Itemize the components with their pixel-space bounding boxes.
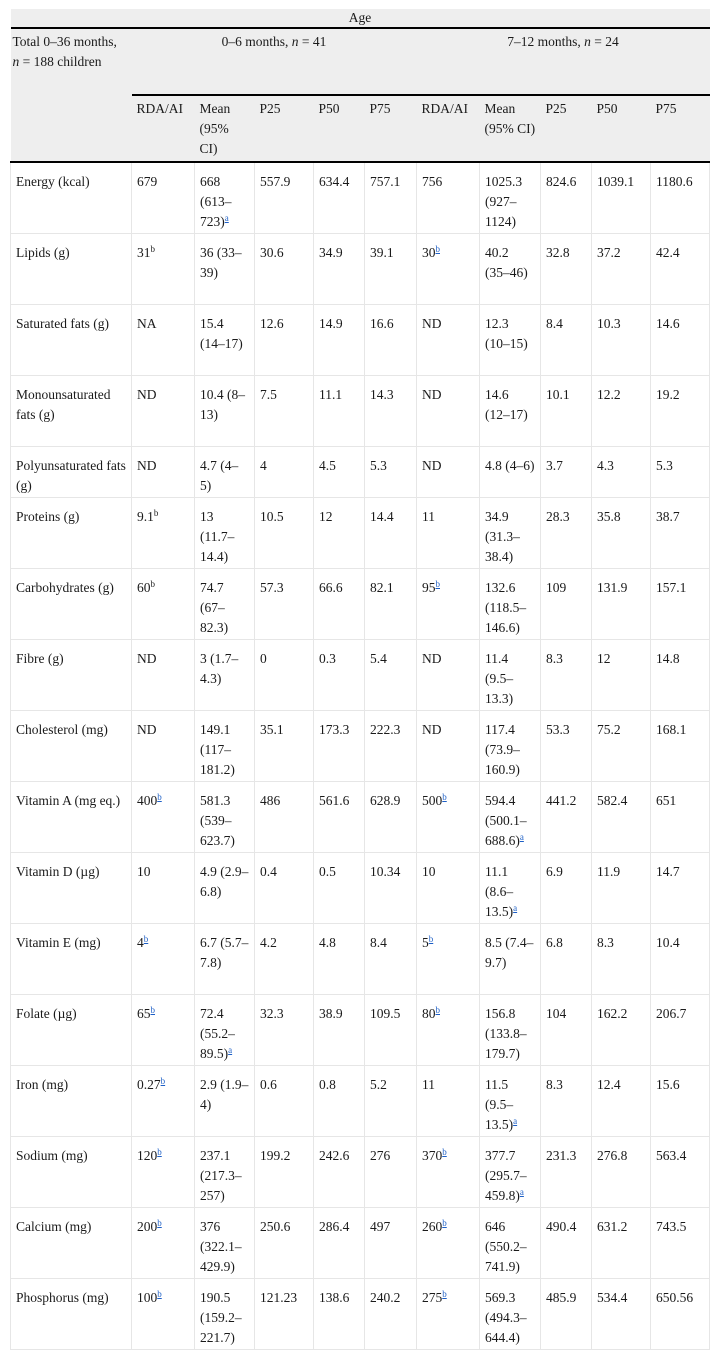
table-cell: 5.3 <box>365 447 417 498</box>
table-cell: 240.2 <box>365 1279 417 1350</box>
row-label: Carbohydrates (g) <box>11 569 132 640</box>
table-cell: 8.4 <box>541 305 592 376</box>
table-row <box>11 234 710 305</box>
table-cell: 4.7 (4–5) <box>195 447 255 498</box>
table-cell: 6.8 <box>541 924 592 995</box>
table-cell: 30.6 <box>255 234 314 305</box>
table-cell: 4.8 (4–6) <box>480 447 541 498</box>
table-cell: 260$^b$ <box>417 1208 480 1279</box>
table-cell: 5$^b$ <box>417 924 480 995</box>
table-cell: 15.4 (14–17) <box>195 305 255 376</box>
table-cell: 11.1 (8.6–13.5)$^a$ <box>480 853 541 924</box>
table-cell: 12.6 <box>255 305 314 376</box>
table-cell: 168.1 <box>651 711 710 782</box>
total-children-header: Total 0–36 months, n = 188 children <box>11 28 132 162</box>
table-cell: 11.4 (9.5–13.3) <box>480 640 541 711</box>
table-cell: 4.2 <box>255 924 314 995</box>
table-cell: 14.7 <box>651 853 710 924</box>
column-header-p50-group1: P50 <box>314 95 365 162</box>
table-cell: 11.1 <box>314 376 365 447</box>
table-cell: 250.6 <box>255 1208 314 1279</box>
table-row <box>11 924 710 995</box>
table-cell: 12.2 <box>592 376 651 447</box>
table-cell: 138.6 <box>314 1279 365 1350</box>
table-cell: 486 <box>255 782 314 853</box>
table-cell: 35.1 <box>255 711 314 782</box>
row-label: Folate (µg) <box>11 995 132 1066</box>
table-cell: 38.9 <box>314 995 365 1066</box>
table-cell: 10.4 <box>651 924 710 995</box>
table-cell: 173.3 <box>314 711 365 782</box>
table-cell: 490.4 <box>541 1208 592 1279</box>
table-cell: 39.1 <box>365 234 417 305</box>
table-cell: 5.3 <box>651 447 710 498</box>
table-cell: 200$^b$ <box>132 1208 195 1279</box>
table-cell: 2.9 (1.9–4) <box>195 1066 255 1137</box>
table-cell: 441.2 <box>541 782 592 853</box>
column-header-rda-ai-group1: RDA/AI <box>132 95 195 162</box>
table-cell: 569.3 (494.3–644.4) <box>480 1279 541 1350</box>
table-cell: 668 (613–723)$^a$ <box>195 162 255 234</box>
table-cell: 31$^b$ <box>132 234 195 305</box>
row-label: Phosphorus (mg) <box>11 1279 132 1350</box>
table-cell: 9.1$^b$ <box>132 498 195 569</box>
table-row <box>11 995 710 1066</box>
column-header-mean-ci-group2: Mean (95% CI) <box>480 95 541 162</box>
table-cell: 72.4 (55.2–89.5)$^a$ <box>195 995 255 1066</box>
table-cell: 157.1 <box>651 569 710 640</box>
table-cell: 1025.3 (927–1124) <box>480 162 541 234</box>
table-cell: ND <box>417 376 480 447</box>
table-cell: ND <box>417 305 480 376</box>
table-cell: 534.4 <box>592 1279 651 1350</box>
table-cell: 4$^b$ <box>132 924 195 995</box>
table-cell: 53.3 <box>541 711 592 782</box>
table-cell: 276 <box>365 1137 417 1208</box>
table-row <box>11 782 710 853</box>
table-cell: 4.8 <box>314 924 365 995</box>
table-cell: 743.5 <box>651 1208 710 1279</box>
row-label: Proteins (g) <box>11 498 132 569</box>
table-cell: 14.9 <box>314 305 365 376</box>
table-cell: 65$^b$ <box>132 995 195 1066</box>
table-row <box>11 1279 710 1350</box>
column-header-p25-group1: P25 <box>255 95 314 162</box>
table-cell: 242.6 <box>314 1137 365 1208</box>
table-cell: 557.9 <box>255 162 314 234</box>
table-cell: 581.3 (539–623.7) <box>195 782 255 853</box>
table-cell: 582.4 <box>592 782 651 853</box>
table-cell: 275$^b$ <box>417 1279 480 1350</box>
table-cell: 10 <box>417 853 480 924</box>
table-cell: 60$^b$ <box>132 569 195 640</box>
table-cell: 75.2 <box>592 711 651 782</box>
table-cell: 11.9 <box>592 853 651 924</box>
table-cell: 14.8 <box>651 640 710 711</box>
table-cell: 3.7 <box>541 447 592 498</box>
table-cell: NA <box>132 305 195 376</box>
row-label: Saturated fats (g) <box>11 305 132 376</box>
nutrient-intake-table <box>10 9 710 1350</box>
table-cell: 32.3 <box>255 995 314 1066</box>
table-cell: 5.4 <box>365 640 417 711</box>
table-cell: 8.3 <box>541 640 592 711</box>
table-cell: 1180.6 <box>651 162 710 234</box>
table-cell: 400$^b$ <box>132 782 195 853</box>
table-cell: 100$^b$ <box>132 1279 195 1350</box>
table-cell: 132.6 (118.5–146.6) <box>480 569 541 640</box>
column-header-p25-group2: P25 <box>541 95 592 162</box>
table-cell: 95$^b$ <box>417 569 480 640</box>
table-cell: 28.3 <box>541 498 592 569</box>
row-label: Iron (mg) <box>11 1066 132 1137</box>
table-cell: 4 <box>255 447 314 498</box>
table-cell: 10.3 <box>592 305 651 376</box>
table-cell: 149.1 (117–181.2) <box>195 711 255 782</box>
table-cell: 376 (322.1–429.9) <box>195 1208 255 1279</box>
table-cell: 7.5 <box>255 376 314 447</box>
table-row <box>11 1208 710 1279</box>
table-cell: 12.3 (10–15) <box>480 305 541 376</box>
column-header-p50-group2: P50 <box>592 95 651 162</box>
table-cell: 16.6 <box>365 305 417 376</box>
table-cell: 14.3 <box>365 376 417 447</box>
column-header-p75-group1: P75 <box>365 95 417 162</box>
table-cell: 6.9 <box>541 853 592 924</box>
table-cell: 32.8 <box>541 234 592 305</box>
table-cell: 82.1 <box>365 569 417 640</box>
table-cell: ND <box>132 376 195 447</box>
table-row <box>11 447 710 498</box>
table-cell: 131.9 <box>592 569 651 640</box>
row-label: Energy (kcal) <box>11 162 132 234</box>
table-row <box>11 853 710 924</box>
table-cell: 42.4 <box>651 234 710 305</box>
table-cell: 38.7 <box>651 498 710 569</box>
table-cell: 286.4 <box>314 1208 365 1279</box>
table-cell: 4.5 <box>314 447 365 498</box>
table-cell: 40.2 (35–46) <box>480 234 541 305</box>
table-cell: 650.56 <box>651 1279 710 1350</box>
row-label: Fibre (g) <box>11 640 132 711</box>
table-cell: ND <box>132 447 195 498</box>
table-row <box>11 498 710 569</box>
table-cell: 4.9 (2.9–6.8) <box>195 853 255 924</box>
group-0-6-months-header: 0–6 months, n = 41 <box>221 34 327 49</box>
table-cell: 628.9 <box>365 782 417 853</box>
column-header-rda-ai-group2: RDA/AI <box>417 95 480 162</box>
table-cell: 222.3 <box>365 711 417 782</box>
table-row <box>11 569 710 640</box>
row-label: Monounsaturated fats (g) <box>11 376 132 447</box>
row-label: Calcium (mg) <box>11 1208 132 1279</box>
row-label: Vitamin D (µg) <box>11 853 132 924</box>
table-cell: 11.5 (9.5–13.5)$^a$ <box>480 1066 541 1137</box>
table-cell: 561.6 <box>314 782 365 853</box>
table-cell: 6.7 (5.7–7.8) <box>195 924 255 995</box>
table-cell: ND <box>417 711 480 782</box>
table-cell: 0 <box>255 640 314 711</box>
table-cell: 11 <box>417 1066 480 1137</box>
table-cell: 109 <box>541 569 592 640</box>
table-cell: 756 <box>417 162 480 234</box>
table-cell: 497 <box>365 1208 417 1279</box>
table-cell: 485.9 <box>541 1279 592 1350</box>
table-cell: 14.6 <box>651 305 710 376</box>
table-cell: 117.4 (73.9–160.9) <box>480 711 541 782</box>
table-cell: 37.2 <box>592 234 651 305</box>
table-cell: 0.27$^b$ <box>132 1066 195 1137</box>
table-row <box>11 162 710 234</box>
table-cell: 10.4 (8–13) <box>195 376 255 447</box>
table-cell: 8.5 (7.4–9.7) <box>480 924 541 995</box>
table-cell: 66.6 <box>314 569 365 640</box>
table-cell: 634.4 <box>314 162 365 234</box>
table-cell: 121.23 <box>255 1279 314 1350</box>
nutrient-table-container <box>10 9 709 1350</box>
table-cell: 13 (11.7–14.4) <box>195 498 255 569</box>
table-cell: 679 <box>132 162 195 234</box>
table-header <box>11 9 710 162</box>
table-cell: 646 (550.2–741.9) <box>480 1208 541 1279</box>
table-cell: 824.6 <box>541 162 592 234</box>
table-cell: 8.3 <box>541 1066 592 1137</box>
table-cell: 563.4 <box>651 1137 710 1208</box>
table-cell: ND <box>417 447 480 498</box>
table-cell: 35.8 <box>592 498 651 569</box>
table-cell: 377.7 (295.7–459.8)$^a$ <box>480 1137 541 1208</box>
table-cell: 109.5 <box>365 995 417 1066</box>
table-row <box>11 376 710 447</box>
table-cell: 0.6 <box>255 1066 314 1137</box>
table-cell: 0.8 <box>314 1066 365 1137</box>
table-cell: 34.9 (31.3–38.4) <box>480 498 541 569</box>
table-cell: 12.4 <box>592 1066 651 1137</box>
row-label: Lipids (g) <box>11 234 132 305</box>
table-cell: 199.2 <box>255 1137 314 1208</box>
table-cell: ND <box>132 711 195 782</box>
table-cell: ND <box>132 640 195 711</box>
table-cell: 500$^b$ <box>417 782 480 853</box>
table-cell: 1039.1 <box>592 162 651 234</box>
row-label: Sodium (mg) <box>11 1137 132 1208</box>
table-cell: 631.2 <box>592 1208 651 1279</box>
table-row <box>11 1066 710 1137</box>
table-cell: 231.3 <box>541 1137 592 1208</box>
table-cell: 57.3 <box>255 569 314 640</box>
table-cell: 14.6 (12–17) <box>480 376 541 447</box>
column-header-p75-group2: P75 <box>651 95 710 162</box>
table-cell: 12 <box>592 640 651 711</box>
table-cell: 3 (1.7–4.3) <box>195 640 255 711</box>
table-cell: 237.1 (217.3–257) <box>195 1137 255 1208</box>
table-cell: 5.2 <box>365 1066 417 1137</box>
column-header-mean-ci-group1: Mean (95% CI) <box>195 95 255 162</box>
table-cell: 80$^b$ <box>417 995 480 1066</box>
table-cell: 10 <box>132 853 195 924</box>
table-cell: 757.1 <box>365 162 417 234</box>
table-cell: 14.4 <box>365 498 417 569</box>
table-cell: 594.4 (500.1–688.6)$^a$ <box>480 782 541 853</box>
table-cell: 104 <box>541 995 592 1066</box>
table-row <box>11 711 710 782</box>
table-cell: 74.7 (67–82.3) <box>195 569 255 640</box>
row-label: Polyunsaturated fats (g) <box>11 447 132 498</box>
table-cell: 162.2 <box>592 995 651 1066</box>
table-cell: 120$^b$ <box>132 1137 195 1208</box>
table-cell: ND <box>417 640 480 711</box>
table-cell: 0.5 <box>314 853 365 924</box>
table-cell: 34.9 <box>314 234 365 305</box>
table-row <box>11 305 710 376</box>
table-cell: 12 <box>314 498 365 569</box>
table-cell: 4.3 <box>592 447 651 498</box>
table-cell: 10.34 <box>365 853 417 924</box>
table-cell: 206.7 <box>651 995 710 1066</box>
age-header: Age <box>11 9 710 28</box>
table-cell: 190.5 (159.2–221.7) <box>195 1279 255 1350</box>
table-cell: 36 (33–39) <box>195 234 255 305</box>
table-cell: 370$^b$ <box>417 1137 480 1208</box>
table-cell: 30$^b$ <box>417 234 480 305</box>
table-cell: 15.6 <box>651 1066 710 1137</box>
table-cell: 10.5 <box>255 498 314 569</box>
table-cell: 8.3 <box>592 924 651 995</box>
table-cell: 0.3 <box>314 640 365 711</box>
table-row <box>11 1137 710 1208</box>
table-cell: 19.2 <box>651 376 710 447</box>
table-cell: 0.4 <box>255 853 314 924</box>
table-cell: 11 <box>417 498 480 569</box>
table-cell: 8.4 <box>365 924 417 995</box>
table-body <box>11 162 710 1350</box>
row-label: Cholesterol (mg) <box>11 711 132 782</box>
table-cell: 156.8 (133.8–179.7) <box>480 995 541 1066</box>
row-label: Vitamin A (mg eq.) <box>11 782 132 853</box>
row-label: Vitamin E (mg) <box>11 924 132 995</box>
table-row <box>11 640 710 711</box>
table-cell: 276.8 <box>592 1137 651 1208</box>
table-cell: 10.1 <box>541 376 592 447</box>
group-7-12-months-header: 7–12 months, n = 24 <box>507 34 619 49</box>
table-cell: 651 <box>651 782 710 853</box>
